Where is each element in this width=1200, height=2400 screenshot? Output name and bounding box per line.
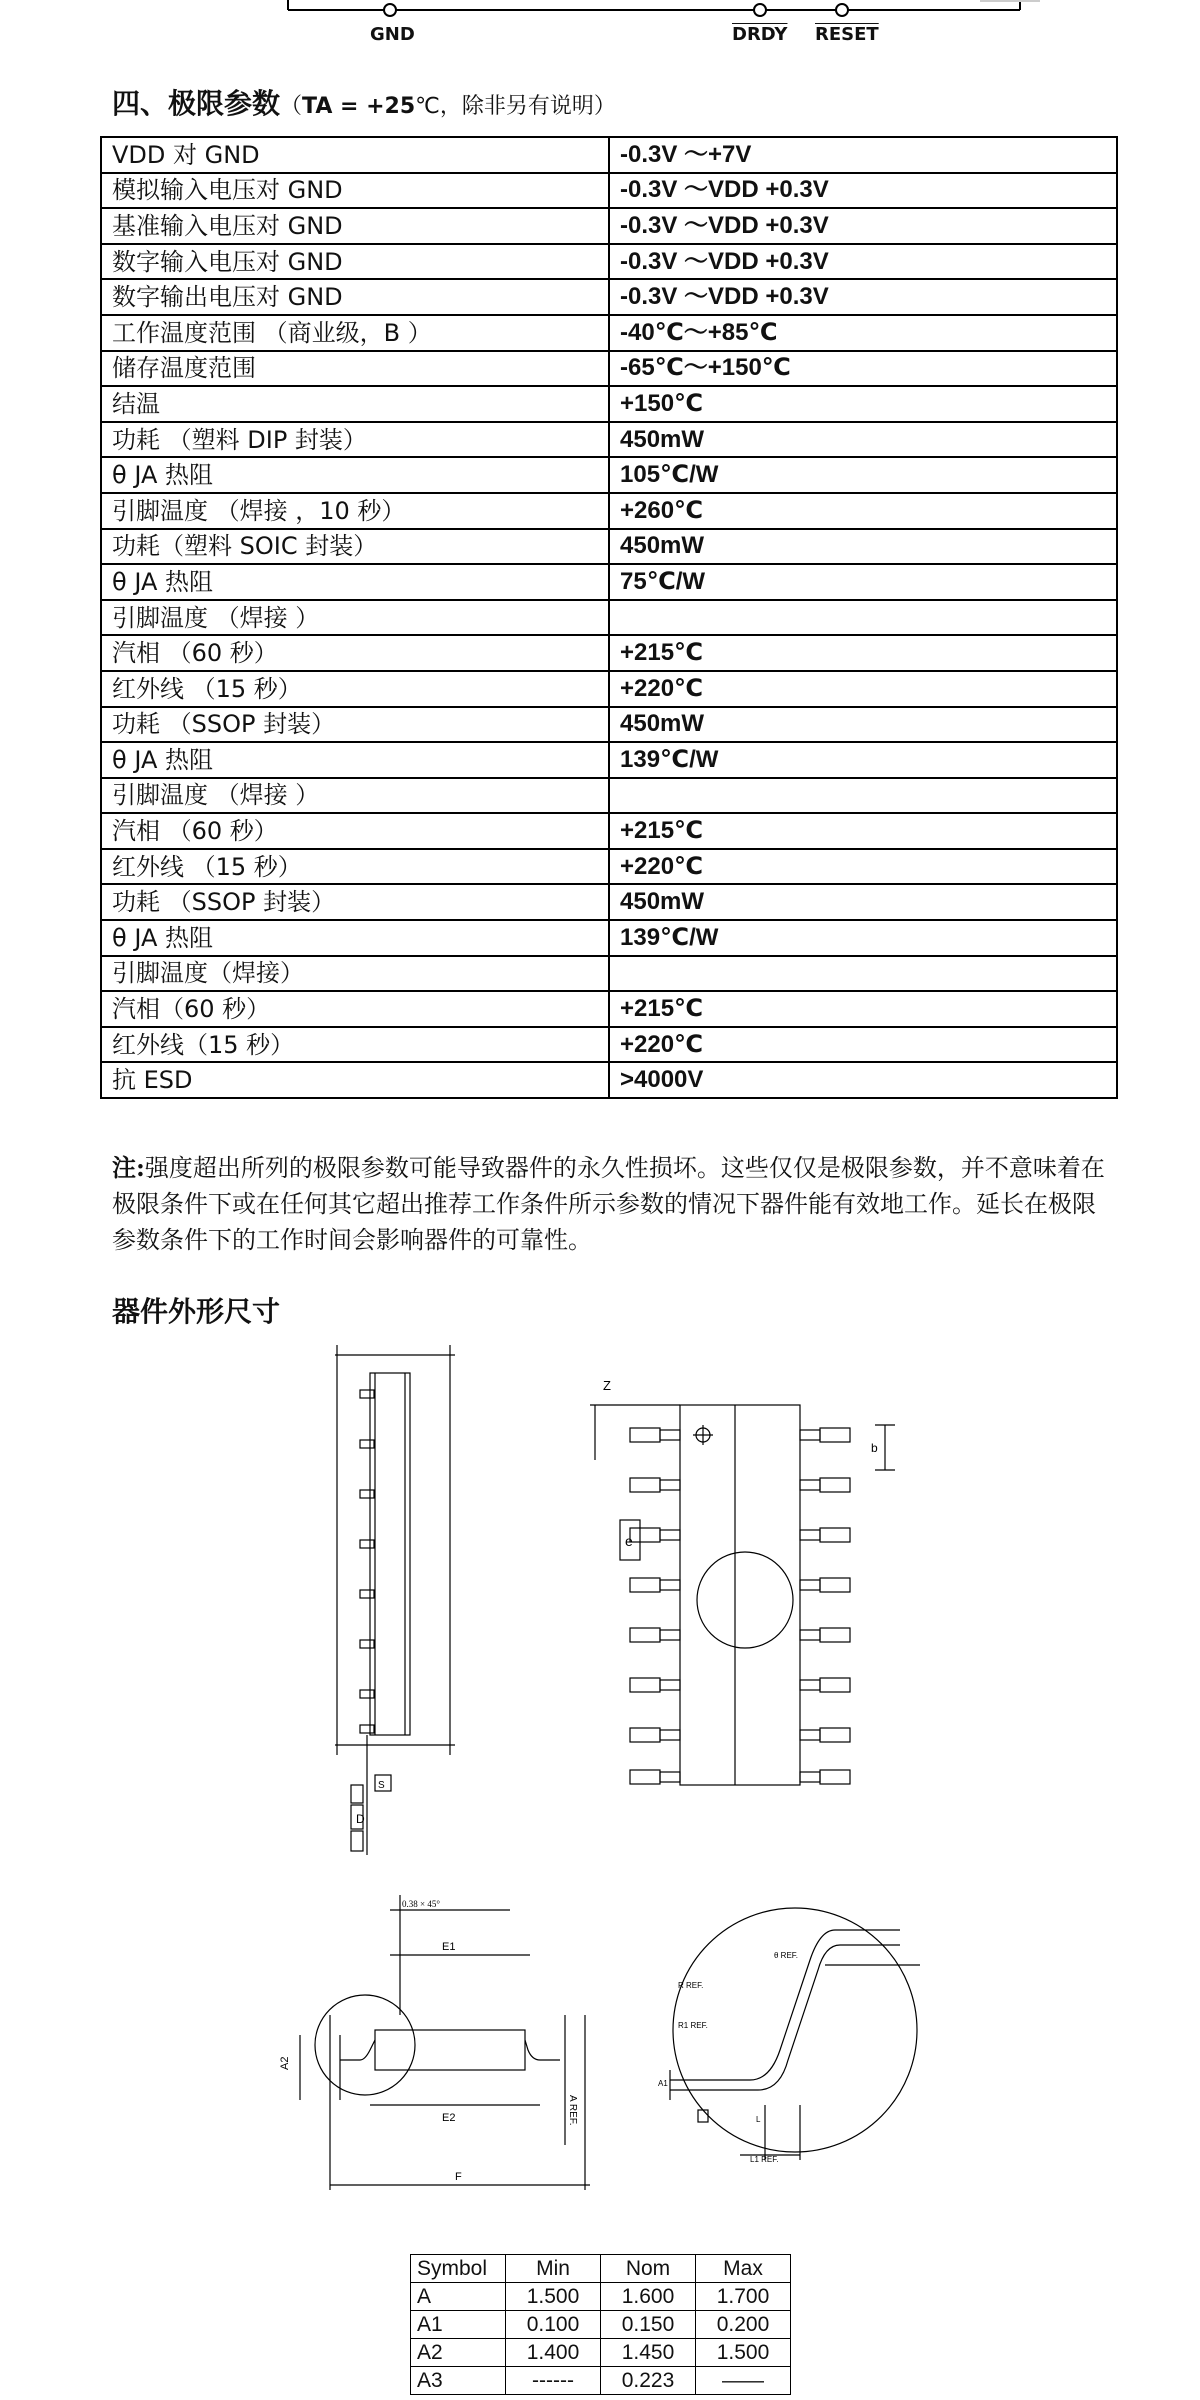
limits-value-cell: 450mW <box>609 422 1117 458</box>
limits-param-cell: VDD 对 GND <box>101 137 609 173</box>
dims-symbol-cell: A <box>411 2283 506 2311</box>
top-view-drawing <box>585 1350 905 1830</box>
limits-row <box>101 386 1117 422</box>
limits-row <box>101 778 1117 814</box>
limits-value-cell: 450mW <box>609 707 1117 743</box>
limits-value-cell: -0.3V ～VDD +0.3V <box>609 173 1117 209</box>
limits-row <box>101 991 1117 1027</box>
limits-param-cell: 数字输入电压对 GND <box>101 244 609 280</box>
limits-row <box>101 1062 1117 1098</box>
limits-param-cell: 数字输出电压对 GND <box>101 279 609 315</box>
limits-row <box>101 564 1117 600</box>
note-label: 注: <box>112 1153 145 1182</box>
limits-row <box>101 173 1117 209</box>
limits-param-cell: 功耗（塑料 SOIC 封装） <box>101 529 609 565</box>
limits-param-cell: 基准输入电压对 GND <box>101 208 609 244</box>
limits-row <box>101 493 1117 529</box>
side-view-drawing <box>315 1345 475 1865</box>
e1-label: E1 <box>442 1941 456 1953</box>
limits-value-cell: >4000V <box>609 1062 1117 1098</box>
limits-row <box>101 137 1117 173</box>
limits-value-cell: 105℃/W <box>609 457 1117 493</box>
chamfer-label: 0.38 × 45° <box>402 1899 440 1909</box>
r-ref-label: R REF. <box>678 1981 704 1990</box>
limits-value-cell: +215℃ <box>609 813 1117 849</box>
z-label: Z <box>603 1378 611 1393</box>
limits-row <box>101 956 1117 992</box>
limits-value-cell: +220℃ <box>609 849 1117 885</box>
limits-row <box>101 422 1117 458</box>
section-subtitle: （TA = +25℃，除非另有说明） <box>280 94 616 119</box>
dims-header-min: Min <box>506 2255 601 2283</box>
limits-row <box>101 671 1117 707</box>
limits-param-cell: 引脚温度（焊接） <box>101 956 609 992</box>
dims-value-cell: 1.400 <box>506 2339 601 2367</box>
limits-value-cell: 75℃/W <box>609 564 1117 600</box>
dims-value-cell: 1.600 <box>601 2283 696 2311</box>
dims-symbol-cell: A1 <box>411 2311 506 2339</box>
limits-table <box>100 136 1118 1099</box>
dims-header-symbol: Symbol <box>411 2255 506 2283</box>
limits-value-cell: +220℃ <box>609 1027 1117 1063</box>
section-title-main: 四、极限参数 <box>112 87 281 120</box>
limits-row <box>101 457 1117 493</box>
limits-param-cell: 功耗 （塑料 DIP 封装） <box>101 422 609 458</box>
dims-row <box>411 2339 791 2367</box>
limits-value-cell: +150℃ <box>609 386 1117 422</box>
limits-row <box>101 600 1117 636</box>
limits-row <box>101 707 1117 743</box>
limits-param-cell: 工作温度范围 （商业级，B ） <box>101 315 609 351</box>
limits-value-cell: -0.3V ～VDD +0.3V <box>609 279 1117 315</box>
dims-value-cell: 0.223 <box>601 2367 696 2395</box>
limits-value-cell: 450mW <box>609 884 1117 920</box>
e2-label: E2 <box>442 2112 456 2124</box>
l1-ref-label: L1 REF. <box>750 2155 779 2164</box>
drdy-label: DRDY <box>732 24 788 45</box>
a2-label: A2 <box>279 2056 291 2070</box>
dims-row <box>411 2367 791 2395</box>
dims-value-cell: 0.100 <box>506 2311 601 2339</box>
limits-row <box>101 1027 1117 1063</box>
limits-value-cell: -0.3V ～+7V <box>609 137 1117 173</box>
limits-param-cell: 红外线 （15 秒） <box>101 849 609 885</box>
dims-value-cell: 0.200 <box>696 2311 791 2339</box>
limits-value-cell: +215℃ <box>609 635 1117 671</box>
dims-table-body <box>411 2283 791 2395</box>
dims-header-max: Max <box>696 2255 791 2283</box>
dims-table <box>410 2254 791 2395</box>
limits-param-cell: 红外线（15 秒） <box>101 1027 609 1063</box>
end-view-drawing <box>270 1895 610 2195</box>
limits-param-cell: θ JA 热阻 <box>101 564 609 600</box>
limits-param-cell: 储存温度范围 <box>101 351 609 387</box>
limits-param-cell: θ JA 热阻 <box>101 920 609 956</box>
r1-ref-label: R1 REF. <box>678 2021 708 2030</box>
limits-value-cell: +220℃ <box>609 671 1117 707</box>
limits-row <box>101 244 1117 280</box>
limits-param-cell: 引脚温度 （焊接 ） <box>101 778 609 814</box>
limits-value-cell <box>609 600 1117 636</box>
limits-value-cell: -40℃～+85℃ <box>609 315 1117 351</box>
l-label: L <box>756 2115 761 2124</box>
dims-row <box>411 2283 791 2311</box>
limits-value-cell <box>609 956 1117 992</box>
limits-param-cell: 引脚温度 （焊接 ） <box>101 600 609 636</box>
dims-header-nom: Nom <box>601 2255 696 2283</box>
outline-title: 器件外形尺寸 <box>112 1295 281 1328</box>
limits-value-cell: -0.3V ～VDD +0.3V <box>609 244 1117 280</box>
reset-label: RESET <box>815 24 879 45</box>
dims-value-cell: 1.500 <box>506 2283 601 2311</box>
limits-row <box>101 849 1117 885</box>
limits-value-cell: -0.3V ～VDD +0.3V <box>609 208 1117 244</box>
f-label: F <box>455 2171 462 2183</box>
dims-symbol-cell: A2 <box>411 2339 506 2367</box>
limits-param-cell: θ JA 热阻 <box>101 457 609 493</box>
limits-row <box>101 742 1117 778</box>
a-ref-label: A REF. <box>567 2095 578 2126</box>
right-pins <box>800 1428 850 1784</box>
dims-value-cell: 1.500 <box>696 2339 791 2367</box>
limits-value-cell <box>609 778 1117 814</box>
d-label: D <box>356 1812 365 1826</box>
limits-row <box>101 813 1117 849</box>
limits-param-cell: 汽相 （60 秒） <box>101 813 609 849</box>
limits-param-cell: θ JA 热阻 <box>101 742 609 778</box>
limits-param-cell: 模拟输入电压对 GND <box>101 173 609 209</box>
b-label: b <box>871 1441 878 1455</box>
gnd-label: GND <box>370 24 415 45</box>
dims-value-cell: 0.150 <box>601 2311 696 2339</box>
limits-row <box>101 884 1117 920</box>
detail-view-drawing <box>650 1900 950 2185</box>
limits-row <box>101 920 1117 956</box>
dims-value-cell: —— <box>696 2367 791 2395</box>
limits-value-cell: 139℃/W <box>609 742 1117 778</box>
e-label: e <box>625 1533 633 1549</box>
s-label: S <box>378 1780 385 1791</box>
note-text: 强度超出所列的极限参数可能导致器件的永久性损坏。这些仅仅是极限参数，并不意味着在极限条件下或在任何其它超出推荐工作条件所示参数的情况下器件能有效地工作。延长在极限参数条件下的工作时间会影响器件的可靠性。 <box>112 1154 1105 1254</box>
left-pins <box>630 1428 680 1784</box>
limits-value-cell: 139℃/W <box>609 920 1117 956</box>
dims-symbol-cell: A3 <box>411 2367 506 2395</box>
limits-param-cell: 红外线 （15 秒） <box>101 671 609 707</box>
theta-ref-label: θ REF. <box>774 1951 799 1960</box>
limits-value-cell: +260℃ <box>609 493 1117 529</box>
limits-param-cell: 功耗 （SSOP 封装） <box>101 884 609 920</box>
note-paragraph <box>112 1150 1112 1258</box>
limits-row <box>101 529 1117 565</box>
dims-row <box>411 2311 791 2339</box>
limits-value-cell: 450mW <box>609 529 1117 565</box>
limits-row <box>101 351 1117 387</box>
limits-row <box>101 635 1117 671</box>
limits-param-cell: 结温 <box>101 386 609 422</box>
a1-label: A1 <box>658 2079 668 2088</box>
limits-row <box>101 208 1117 244</box>
limits-value-cell: -65℃～+150℃ <box>609 351 1117 387</box>
dims-value-cell: 1.450 <box>601 2339 696 2367</box>
section-title <box>112 82 616 122</box>
limits-table-body <box>101 137 1117 1098</box>
limits-param-cell: 汽相（60 秒） <box>101 991 609 1027</box>
dims-value-cell: 1.700 <box>696 2283 791 2311</box>
limits-param-cell: 抗 ESD <box>101 1062 609 1098</box>
limits-param-cell: 引脚温度 （焊接 ，10 秒） <box>101 493 609 529</box>
limits-row <box>101 279 1117 315</box>
limits-row <box>101 315 1117 351</box>
dims-value-cell: ------ <box>506 2367 601 2395</box>
dims-header-row <box>411 2255 791 2283</box>
limits-param-cell: 功耗 （SSOP 封装） <box>101 707 609 743</box>
limits-value-cell: +215℃ <box>609 991 1117 1027</box>
limits-param-cell: 汽相 （60 秒） <box>101 635 609 671</box>
